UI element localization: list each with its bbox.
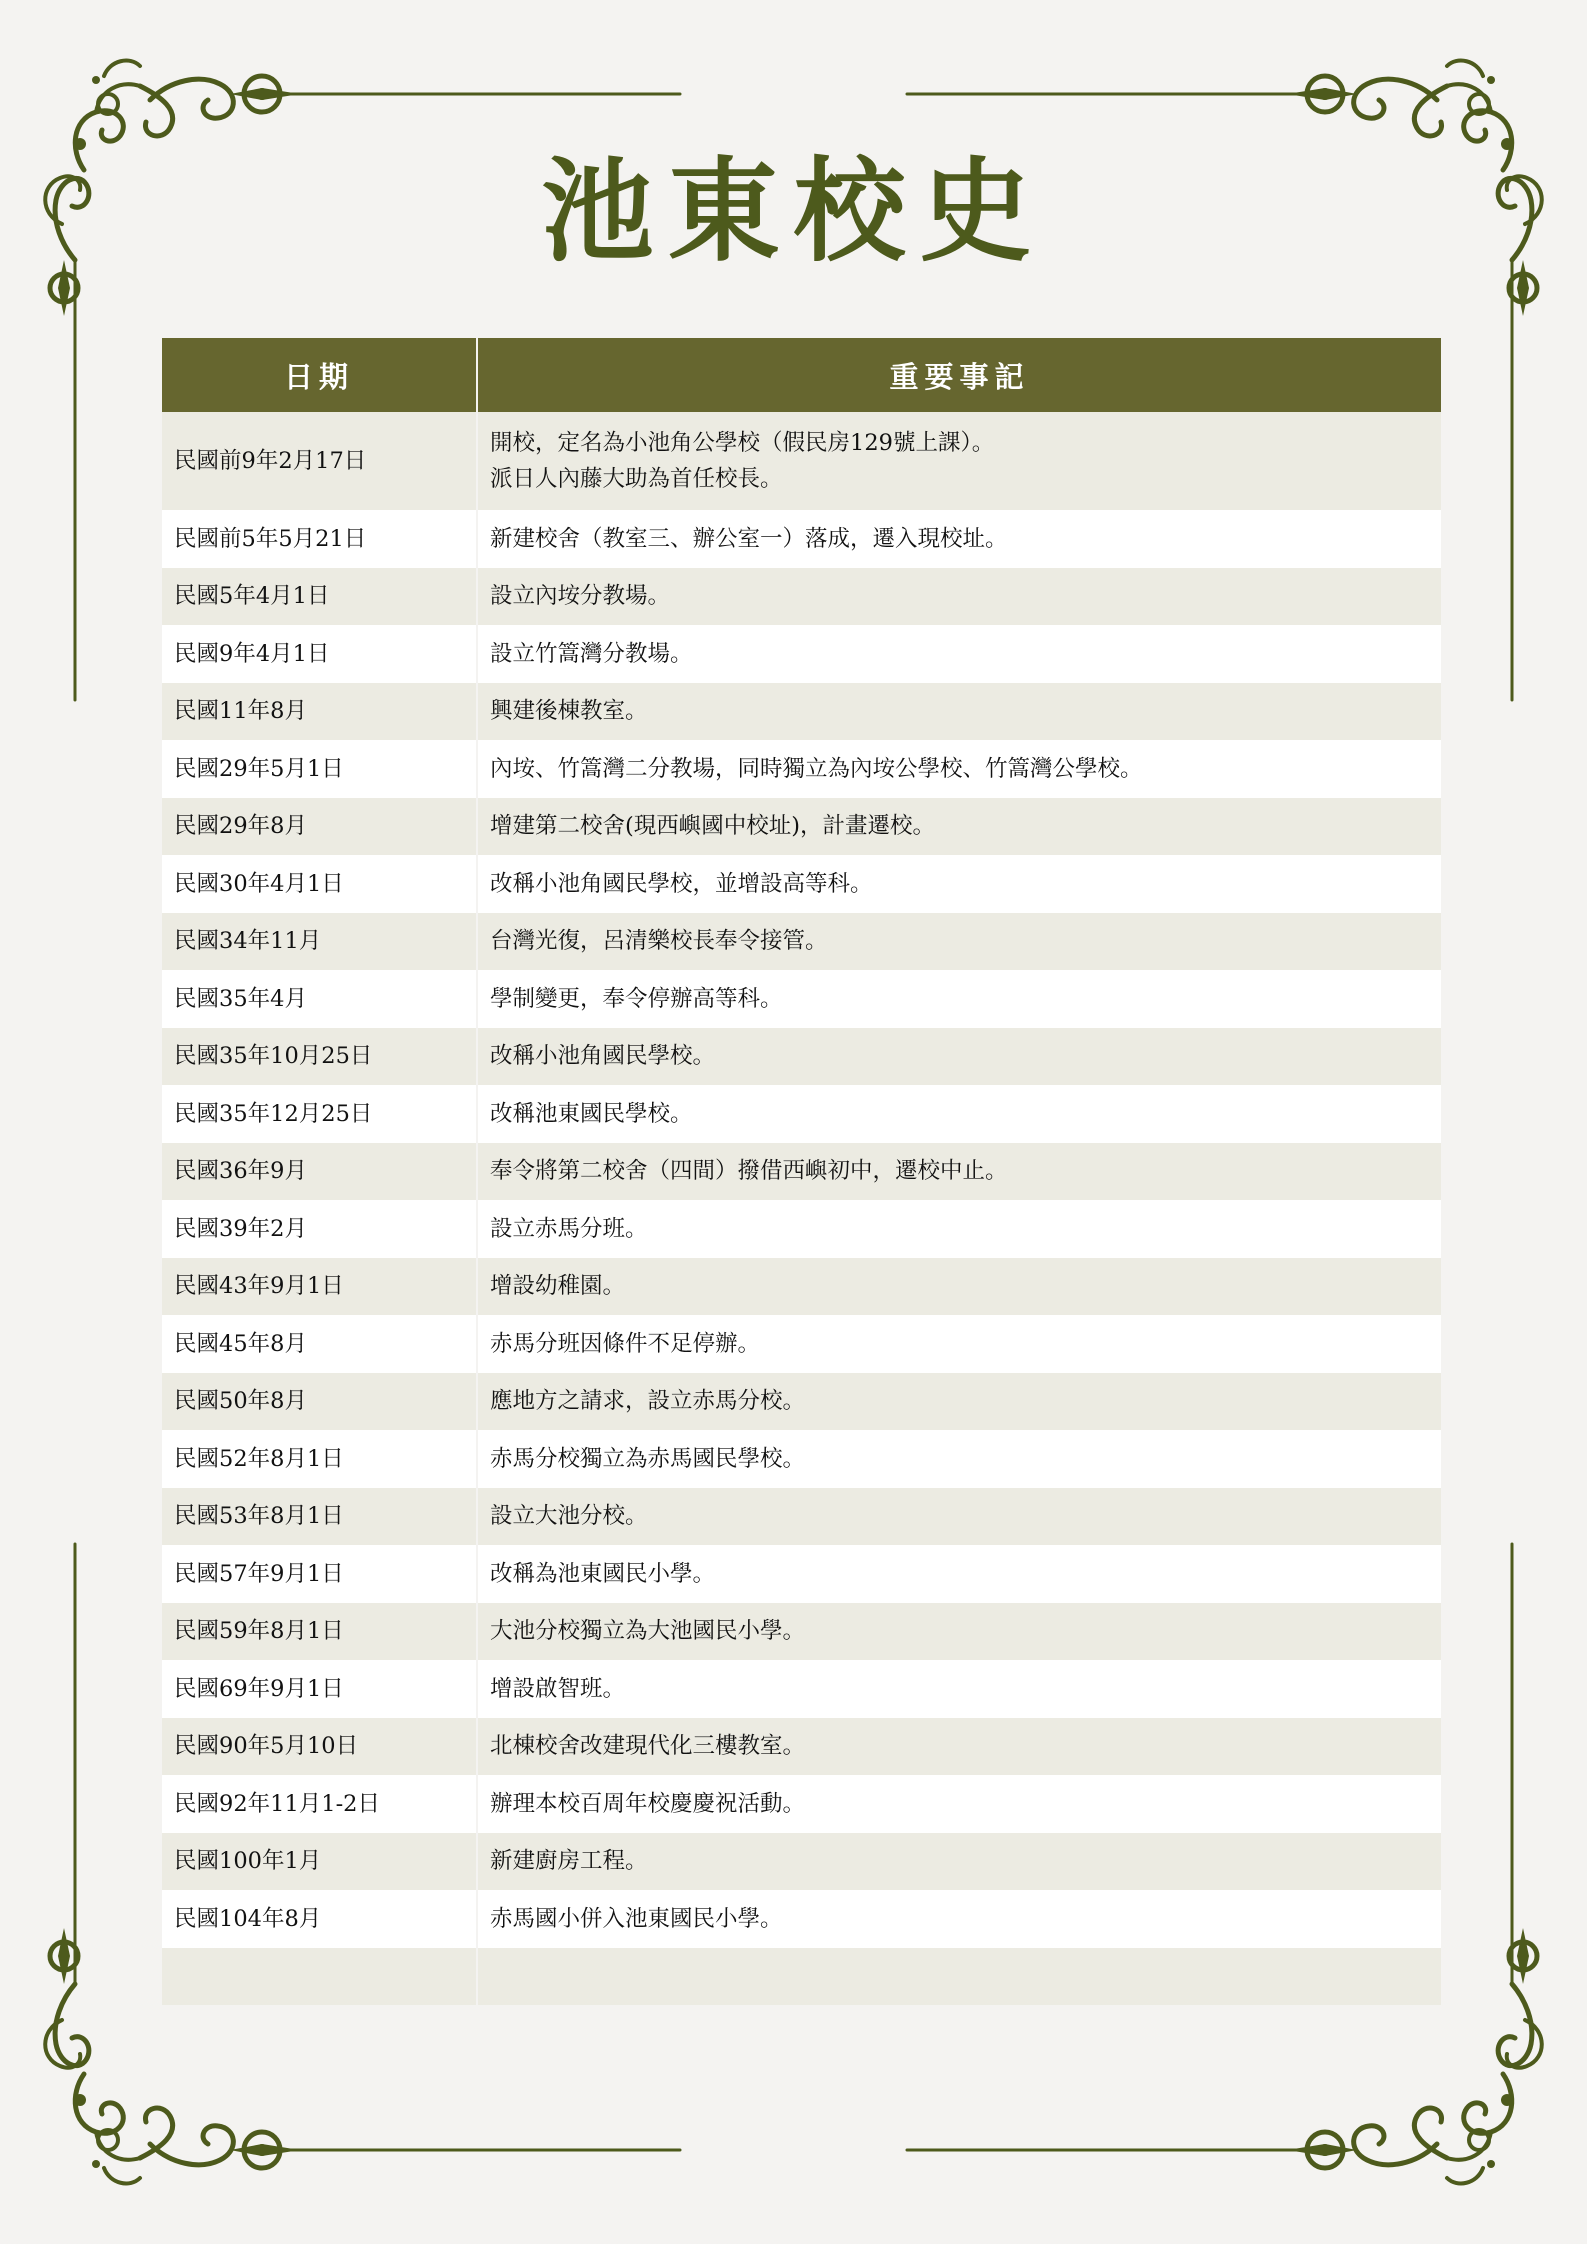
row-event: 改稱小池角國民學校。: [477, 1028, 1441, 1086]
row-date: 民國35年10月25日: [162, 1028, 477, 1086]
row-date: 民國前5年5月21日: [162, 510, 477, 568]
table-row: [162, 855, 1441, 913]
table-row: [162, 412, 1441, 510]
row-date: [162, 1948, 477, 2005]
row-event: 辦理本校百周年校慶慶祝活動。: [477, 1775, 1441, 1833]
row-event: 改稱小池角國民學校，並增設高等科。: [477, 855, 1441, 913]
table-row: [162, 1890, 1441, 1948]
table-row: [162, 913, 1441, 971]
row-event: 改稱池東國民學校。: [477, 1085, 1441, 1143]
row-event: 增建第二校舍(現西嶼國中校址)，計畫遷校。: [477, 798, 1441, 856]
row-event: 新建廚房工程。: [477, 1833, 1441, 1891]
table-row: [162, 1545, 1441, 1603]
row-event: 赤馬國小併入池東國民小學。: [477, 1890, 1441, 1948]
table-row: [162, 1315, 1441, 1373]
row-event: 設立竹篙灣分教場。: [477, 625, 1441, 683]
row-date: 民國36年9月: [162, 1143, 477, 1201]
table-row: [162, 740, 1441, 798]
row-date: 民國34年11月: [162, 913, 477, 971]
row-event: 內垵、竹篙灣二分教場，同時獨立為內垵公學校、竹篙灣公學校。: [477, 740, 1441, 798]
row-event-line: 派日人內藤大助為首任校長。: [490, 466, 783, 492]
row-date: 民國52年8月1日: [162, 1430, 477, 1488]
row-event: 赤馬分班因條件不足停辦。: [477, 1315, 1441, 1373]
row-date: 民國35年12月25日: [162, 1085, 477, 1143]
table-header-row: [162, 338, 1441, 412]
column-header-event: 重要事記: [477, 338, 1441, 412]
row-event: 改稱為池東國民小學。: [477, 1545, 1441, 1603]
row-event: 新建校舍（教室三、辦公室一）落成，遷入現校址。: [477, 510, 1441, 568]
row-date: 民國9年4月1日: [162, 625, 477, 683]
row-date: 民國57年9月1日: [162, 1545, 477, 1603]
row-event: 赤馬分校獨立為赤馬國民學校。: [477, 1430, 1441, 1488]
row-date: 民國45年8月: [162, 1315, 477, 1373]
row-date: 民國29年5月1日: [162, 740, 477, 798]
row-event: 設立內垵分教場。: [477, 568, 1441, 626]
page-title: 池東校史: [541, 146, 1046, 277]
row-date: 民國90年5月10日: [162, 1718, 477, 1776]
history-table: [162, 338, 1441, 2005]
table-row: [162, 1775, 1441, 1833]
row-date: 民國104年8月: [162, 1890, 477, 1948]
row-date: 民國69年9月1日: [162, 1660, 477, 1718]
table-row: [162, 1085, 1441, 1143]
table-row: [162, 1833, 1441, 1891]
row-date: 民國35年4月: [162, 970, 477, 1028]
row-date: 民國43年9月1日: [162, 1258, 477, 1316]
row-event: 增設幼稚園。: [477, 1258, 1441, 1316]
row-event: 應地方之請求，設立赤馬分校。: [477, 1373, 1441, 1431]
table-row: [162, 1028, 1441, 1086]
row-event: 興建後棟教室。: [477, 683, 1441, 741]
row-event: 大池分校獨立為大池國民小學。: [477, 1603, 1441, 1661]
row-event: [477, 1948, 1441, 2005]
row-date: 民國100年1月: [162, 1833, 477, 1891]
table-row: [162, 1200, 1441, 1258]
row-date: 民國29年8月: [162, 798, 477, 856]
row-date: 民國59年8月1日: [162, 1603, 477, 1661]
table-row: [162, 1143, 1441, 1201]
table-row: [162, 1430, 1441, 1488]
table-row: [162, 1603, 1441, 1661]
row-date: 民國92年11月1-2日: [162, 1775, 477, 1833]
table-row: [162, 798, 1441, 856]
row-event: 學制變更，奉令停辦高等科。: [477, 970, 1441, 1028]
table-row-empty: [162, 1948, 1441, 2005]
row-event: 增設啟智班。: [477, 1660, 1441, 1718]
row-date: 民國50年8月: [162, 1373, 477, 1431]
table-row: [162, 510, 1441, 568]
row-event: 設立大池分校。: [477, 1488, 1441, 1546]
table-row: [162, 970, 1441, 1028]
row-event: 台灣光復，呂清樂校長奉令接管。: [477, 913, 1441, 971]
column-header-date: 日期: [162, 338, 477, 412]
table-row: [162, 1373, 1441, 1431]
row-date: 民國11年8月: [162, 683, 477, 741]
table-row: [162, 1258, 1441, 1316]
row-date: 民國39年2月: [162, 1200, 477, 1258]
table-row: [162, 568, 1441, 626]
row-date: 民國前9年2月17日: [162, 412, 477, 510]
row-event: 設立赤馬分班。: [477, 1200, 1441, 1258]
table-row: [162, 1718, 1441, 1776]
row-date: 民國53年8月1日: [162, 1488, 477, 1546]
row-date: 民國30年4月1日: [162, 855, 477, 913]
table-row: [162, 1488, 1441, 1546]
row-event-line: 開校，定名為小池角公學校（假民房129號上課）。: [490, 430, 995, 456]
table-row: [162, 1660, 1441, 1718]
row-event: [477, 412, 1441, 510]
row-date: 民國5年4月1日: [162, 568, 477, 626]
row-event: 北棟校舍改建現代化三樓教室。: [477, 1718, 1441, 1776]
table-row: [162, 683, 1441, 741]
table-row: [162, 625, 1441, 683]
row-event: 奉令將第二校舍（四間）撥借西嶼初中，遷校中止。: [477, 1143, 1441, 1201]
